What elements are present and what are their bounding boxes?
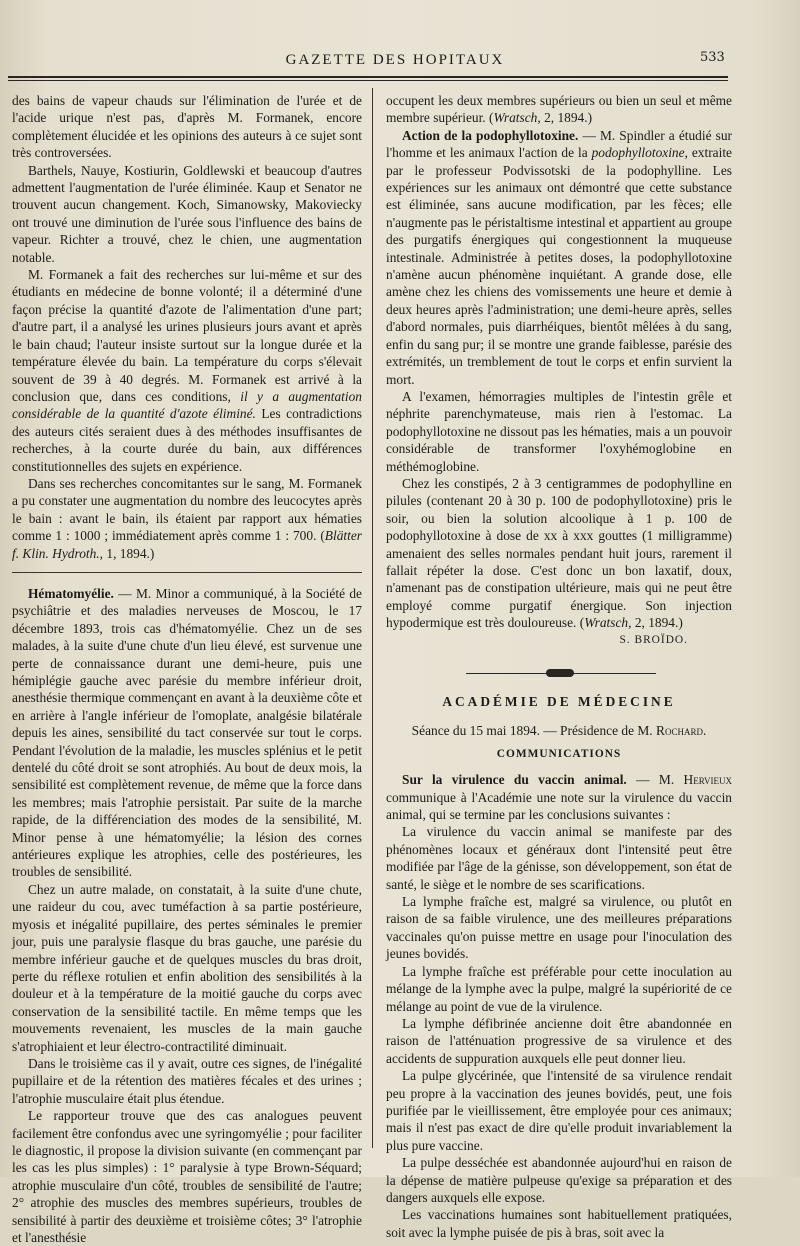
text-run: Chez les constipés, 2 à 3 centigrammes de podophylline en pilules (contenant 20 à 30 p. 100 de podophyllotoxine) pris le soir, ou bien la solution alcoolique à 1 p. 100 de podophyllotoxine à dose de xx à xxx gouttes (1 milligramme) amenaient des selles normales pendant huit jours, rarement il fallait répéter la dose. C'est donc un bon laxatif, doux, n'amenant pas de constipation ultérieure, mais qui ne peut être employé comme purgatif énergique. Son injection hypodermique est très douloureuse. ( (386, 475, 732, 631)
right-column (386, 92, 732, 1241)
left-column (12, 92, 362, 1246)
page-header (0, 50, 800, 78)
paragraph (386, 92, 732, 127)
column-divider (372, 88, 373, 1148)
text-run: . (702, 723, 707, 739)
text-run: occupent les deux membres supérieurs ou bien un seul et même membre supérieur. ( (386, 93, 732, 126)
academie-title: ACADÉMIE DE MÉDECINE (442, 694, 676, 709)
text-run: Dans ses recherches concomitantes sur le sang, M. Formanek a pu constater une augmentation du nombre des leucocytes après le bain : avant le bain, ils étaient par rapport aux hématies comme 1 : 1000 ; immédiatement après comme 1 : 700. ( (12, 475, 362, 544)
paragraph (386, 771, 732, 823)
section-heading: Sur la virulence du vaccin animal. (402, 772, 627, 788)
paragraph: La virulence du vaccin animal se manifeste par des phénomènes locaux et généraux dont l'intensité peut être modifiée par l'âge de la génisse, son développement, son état de santé, le siège et le nombre de ses scarifications. (386, 824, 732, 892)
ornament-dot (546, 669, 574, 677)
paragraph (12, 585, 362, 881)
section-heading: Action de la podophyllotoxine. (402, 127, 579, 143)
paragraph (12, 475, 362, 562)
text-run: , 1, 1894.) (99, 545, 155, 561)
paragraph: Dans le troisième cas il y avait, outre ces signes, de l'inégalité pupillaire et de la rétention des matières fécales et des urines ; l'atrophie musculaire était plus étendue. (12, 1055, 362, 1106)
seance-line (386, 722, 732, 739)
paragraph: Les vaccinations humaines sont habituellement pratiquées, soit avec la lymphe puisée de pis à bras, soit avec la (386, 1207, 732, 1240)
author-name: M. Hervieux (658, 772, 732, 788)
author-signature: S. BROÏDO. (619, 633, 688, 646)
paragraph: La pulpe desséchée est abandonnée aujourd'hui en raison de la dépense de matière pulpeuse qu'exige sa préparation et des dangers auxquels elle expose. (386, 1155, 732, 1205)
citation-italic: Wratsch (493, 110, 538, 126)
text-run: — M. Spindler a étudié sur l'homme et les animaux l'action de la (386, 127, 732, 161)
section-ornament (386, 667, 732, 679)
journal-title: GAZETTE DES HOPITAUX (285, 52, 505, 68)
paragraph: La pulpe glycérinée, que l'intensité de sa virulence rendait peu propre à la vaccination des jeunes bovidés, peut, une fois purifiée par le vieillissement, être employée pour ces animaux; mais il n'est pas exact de dire qu'elle produit invariablement la plus pure vaccine. (386, 1068, 732, 1153)
italic-text: podophyllotoxine (591, 145, 685, 161)
text-run: — M. Minor a communiqué, à la Société de psychiâtrie et des maladies nerveuses de Moscou, le 17 décembre 1893, trois cas d'hématomyélie. Chez un de ses malades, à la suite d'une chute d'un lieu élevé, est survenue une perte de connaissance durant une demi-heure, puis une hémiplégie gauche avec parésie du membre inférieur droit, anesthésie thermique commençant en avant à la deuxième côte et en arrière à l'angle inférieur de l'omoplate, analgésie bilatérale depuis les aines, sensibilité du tact conservée sur tout le corps. Pendant l'évolution de la maladie, les muscles splénius et le petit dentelé du côté droit se sont atrophiés. Au bout de deux mois, la sensibilité est complètement revenue, de même que la force dans les membres; mais l'atrophie persistait. Par suite de la marche rapide, de la différenciation des modes de la sensibilité, M. Minor pense à une hématomyélie; la lésion des cornes antérieures explique les atrophies, celle des postérieures, les troubles de sensibilité. (12, 585, 362, 880)
text-run: , 2, 1894.) (537, 110, 593, 126)
communications-heading: COMMUNICATIONS (496, 747, 622, 760)
text-run: communique à l'Académie une note sur la virulence du vaccin animal, qui se termine par les conclusions suivantes : (386, 789, 732, 823)
text-run: M. Formanek a fait des recherches sur lui-même et sur des étudiants en médecine de bonne volonté; il a déterminé d'une façon précise la quantité d'azote de l'alimentation d'une part; d'autre part, il a analysé les urines plusieurs jours avant et après le bain chaud; l'auteur insiste surtout sur la longue durée et la température élevée du bain. La température du corps s'élevait souvent de 39 à 40 degrés. M. Formanek est arrivé à la conclusion que, dans ces conditions, (12, 267, 362, 404)
paragraph (12, 266, 362, 475)
paragraph: La lymphe fraîche est, malgré sa virulence, ou plutôt en raison de sa faible virulence, une des meilleures préparations vaccinales qu'on puisse mettre en usage pour l'inoculation des jeunes bovidés. (386, 894, 732, 962)
paragraph: La lymphe fraîche est préférable pour cette inoculation au mélange de la lymphe avec la pulpe, malgré la supériorité de ce mélange au point de vue de la virulence. (386, 963, 732, 1014)
text-run: , 2, 1894.) (628, 615, 683, 631)
paragraph: Chez un autre malade, on constatait, à la suite d'une chute, une raideur du cou, avec tuméfaction à sa partie postérieure, myosis et inégalité pupillaire, des pertes séminales le premier jour, puis une paralysie flasque du bras gauche, une parésie du membre inférieur gauche et de quelques muscles du bras droit, perte du réflexe rotulien et enfin abolition des sensibilités à la douleur et à la température de la moitié gauche du corps avec conservation de la sensibilité tactile. En même temps que les mouvements revenaient, les muscles de la main gauche s'atrophiaient et leur électro-contractilité diminuait. (12, 881, 362, 1054)
text-run: , extraite par le professeur Podvissotski de la podophylline. Les expériences sur les animaux ont démontré que cette substance est éliminée, sans aucune modification, par les fèces; elle n'augmente pas le péristaltisme intestinal et appartient au groupe des purgatifs énergiques qui congestionnent la muqueuse intestinale. Administrée à petites doses, la podophyllotoxine n'amène aucun phénomène inquiétant. A grande dose, elle amène chez les chiens des vomissements une heure et demie à deux heures après l'administration; une demi-heure après, selles d'abord normales, puis diarrhéiques, bientôt mêlées à du sang, enfin du sang pur; il se montre une grande faiblesse, parésie des extrémités, un tremblement de tout le corps et enfin survient la mort. (386, 145, 732, 387)
text-run: Séance du 15 mai 1894. — Présidence de M. (411, 723, 653, 739)
paragraph: La lymphe défibrinée ancienne doit être abandonnée en raison de l'atténuation progressive de sa virulence et des accidents de suppuration auxquels elle peut donner lieu. (386, 1015, 732, 1066)
citation-italic: Wratsch (584, 615, 629, 631)
paragraph: A l'examen, hémorragies multiples de l'intestin grêle et néphrite parenchymateuse, mais rien à l'estomac. La podophyllotoxine ne dissout pas les hématies, mais a un pouvoir considérable de transformer l'oxyhémoglobine en méthémoglobine. (386, 388, 732, 474)
paragraph (386, 475, 732, 632)
text-run: — (636, 772, 650, 788)
italic-text: il y a augmentation considérable de la quantité d'azote éliminé. (12, 388, 362, 422)
text-run: Les contradictions des auteurs cités seraient dues à des méthodes insuffisantes de recherches, à la courte durée du bain, aux différences constitutionnelles des sujets en expérience. (12, 406, 362, 474)
paragraph (386, 127, 732, 388)
section-heading: Hématomyélie. (28, 585, 114, 601)
president-name: Rochard (656, 723, 703, 739)
paragraph: des bains de vapeur chauds sur l'élimination de l'urée et de l'acide urique n'est pas, d'après M. Formanek, encore complètement élucidée et les opinions des auteurs à ce sujet sont très controversées. (12, 93, 362, 161)
paragraph: Le rapporteur trouve que des cas analogues peuvent facilement être confondus avec une syringomyélie ; pour faciliter le diagnostic, il propose la division suivante (en commençant par les cas les plus simples) : 1° paralysie à type Brown-Séquard; atrophie musculaire d'un côté, troubles de sensibilité de l'autre; 2° atrophie des muscles des membres supérieurs, troubles de sensibilité à partir des deuxième et troisième côtes; 3° l'atrophie et l'anesthésie (12, 1108, 362, 1245)
citation-italic: Blätter f. Klin. Hydroth. (12, 528, 362, 561)
paragraph: Barthels, Nauye, Kostiurin, Goldlewski et beaucoup d'autres admettent l'augmentation de l'urée éliminée. Kaup et Senator ne trouvent aucun changement. Koch, Simanowsky, Makoviecky ont trouvé une diminution de l'urée sous l'influence des bains de vapeur. Richter a trouvé, chez le chien, une augmentation notable. (12, 162, 362, 265)
header-rule-secondary (8, 80, 728, 81)
header-rule (8, 76, 728, 78)
section-rule (12, 572, 362, 573)
page-number: 533 (700, 50, 725, 65)
